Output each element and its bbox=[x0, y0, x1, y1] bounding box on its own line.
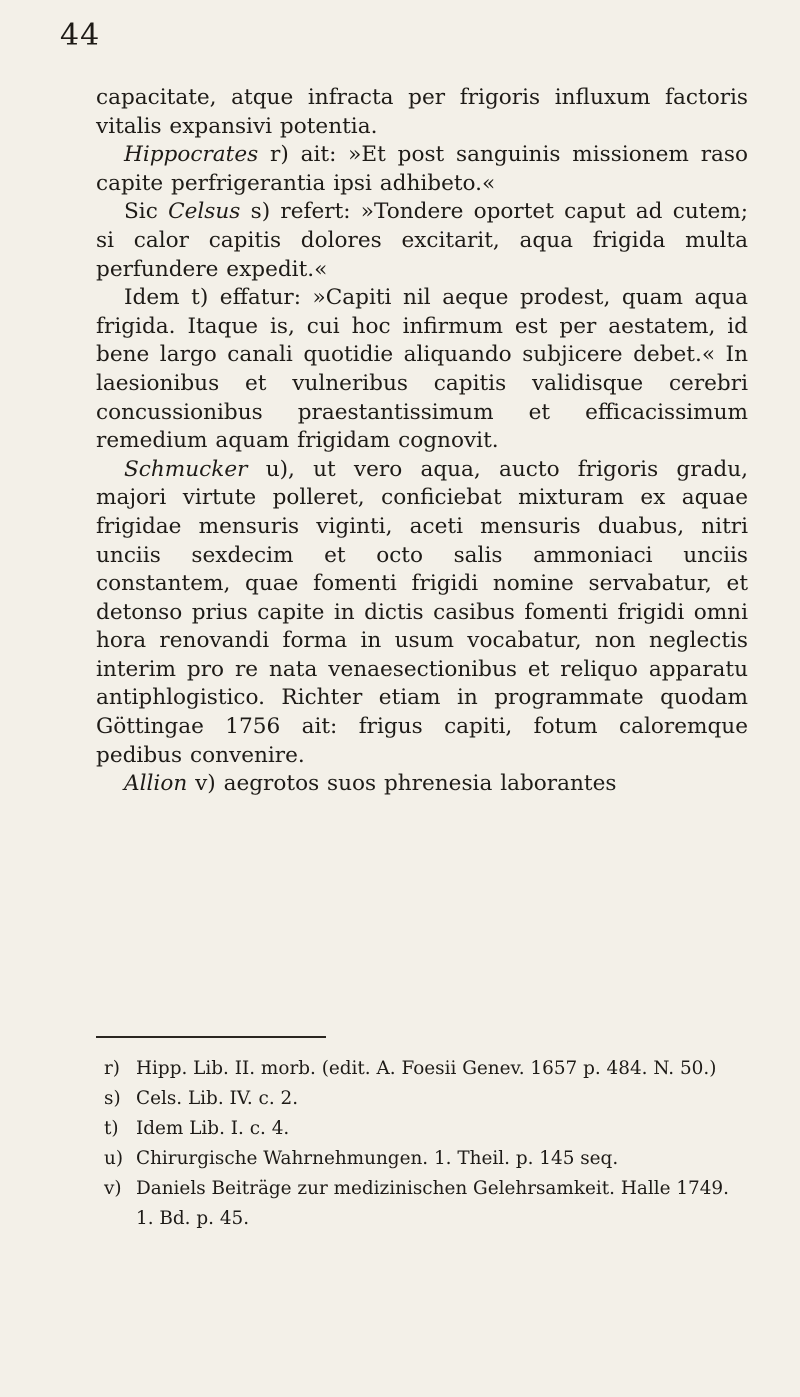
footnote-text: Idem Lib. I. c. 4. bbox=[136, 1118, 290, 1139]
footnote-text: Hipp. Lib. II. morb. (edit. A. Foesii Genev. 1657 p. 484. N. 50.) bbox=[136, 1058, 717, 1079]
paragraph bbox=[96, 456, 748, 771]
author-name: Celsus bbox=[168, 199, 241, 225]
footnote-mark: v) bbox=[104, 1178, 122, 1199]
footnotes bbox=[104, 1054, 744, 1234]
footnote bbox=[104, 1144, 744, 1174]
paragraph-text: capacitate, atque infracta per frigoris influxum factoris vitalis expansivi potentia. bbox=[96, 85, 748, 139]
paragraph-text: u), ut vero aqua, aucto frigoris gradu, majori virtute polleret, conficiebat mixturam ex aquae frigidae mensuris viginti, aceti mensuris duabus, nitri unciis sexdecim et octo salis ammoniaci unciis constantem, quae fomenti frigidi nomine servabatur, et detonso prius capite in dictis casibus fomenti frigidi omni hora renovandi forma in usum vocabatur, non neglectis interim pro re nata venaesectionibus et reliquo apparatu antiphlogistico. Richter etiam in programmate quodam Göttingae 1756 ait: frigus capiti, fotum caloremque pedibus convenire. bbox=[96, 456, 748, 768]
author-name: Schmucker bbox=[124, 456, 248, 482]
paragraph bbox=[96, 770, 748, 799]
author-name: Hippocrates bbox=[124, 142, 259, 168]
paragraph bbox=[96, 284, 748, 456]
paragraph-lead: Sic bbox=[124, 199, 169, 225]
footnote bbox=[104, 1174, 744, 1234]
paragraph-text: s) refert: »Tondere oportet caput ad cutem; si calor capitis dolores excitarit, aqua frigida multa perfundere expedit.« bbox=[96, 199, 748, 282]
footnote-mark: t) bbox=[104, 1118, 119, 1139]
author-name: Allion bbox=[124, 771, 188, 797]
paragraph bbox=[96, 141, 748, 198]
footnote-text: Chirurgische Wahrnehmungen. 1. Theil. p. 145 seq. bbox=[136, 1148, 619, 1169]
paragraph bbox=[96, 198, 748, 284]
page-number: 44 bbox=[60, 18, 101, 53]
footnote-text: Daniels Beiträge zur medizinischen Gelehrsamkeit. Halle 1749. 1. Bd. p. 45. bbox=[136, 1178, 729, 1229]
footnote-text: Cels. Lib. IV. c. 2. bbox=[136, 1088, 299, 1109]
paragraph-text: v) aegrotos suos phrenesia laborantes bbox=[187, 771, 617, 797]
body-text bbox=[96, 84, 748, 799]
footnote bbox=[104, 1114, 744, 1144]
paragraph bbox=[96, 84, 748, 141]
paragraph-text: r) ait: »Et post sanguinis missionem raso capite perfrigerantia ipsi adhibeto.« bbox=[96, 142, 748, 196]
footnote bbox=[104, 1054, 744, 1084]
footnote bbox=[104, 1084, 744, 1114]
paragraph-text: Idem t) effatur: »Capiti nil aeque prodest, quam aqua frigida. Itaque is, cui hoc infirmum est per aestatem, id bene largo canali quotidie aliquando subjicere debet.« In laesionibus et vulneribus capitis validisque cerebri concussionibus praestantissimum et efficacissimum remedium aquam frigidam cognovit. bbox=[96, 285, 748, 454]
footnote-divider bbox=[96, 1036, 326, 1038]
footnote-mark: u) bbox=[104, 1148, 124, 1169]
footnote-mark: r) bbox=[104, 1058, 120, 1079]
footnote-mark: s) bbox=[104, 1088, 121, 1109]
